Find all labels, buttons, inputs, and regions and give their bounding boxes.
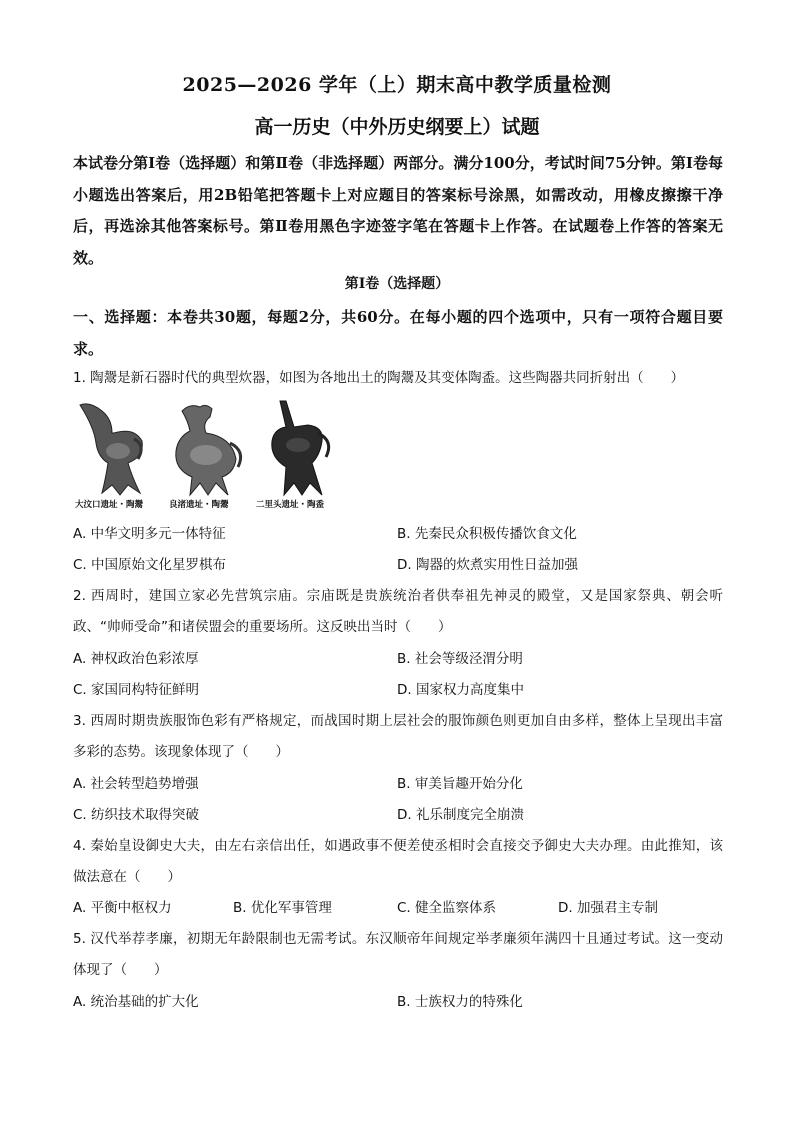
question-3-stem: 3. 西周时期贵族服饰色彩有严格规定，而战国时期上层社会的服饰颜色则更加自由多样，整体上呈现出丰富多彩的态势。该现象体现了（ ） [73, 713, 723, 760]
question-3-option-c[interactable]: C. 纺织技术取得突破 [73, 807, 200, 823]
question-4-stem: 4. 秦始皇设御史大夫，由左右亲信出任，如遇政事不便差使丞相时会直接交予御史大夫办理。由此推知，该做法意在（ ） [73, 838, 723, 885]
question-1-option-d[interactable]: D. 陶器的炊煮实用性日益加强 [397, 557, 578, 573]
erlitou-he-image [272, 401, 329, 495]
question-2-option-c[interactable]: C. 家国同构特征鲜明 [73, 682, 200, 698]
question-3-option-d[interactable]: D. 礼乐制度完全崩溃 [397, 807, 524, 823]
question-2-option-b[interactable]: B. 社会等级泾渭分明 [397, 651, 523, 667]
exam-subtitle: 高一历史（中外历史纲要上）试题 [254, 116, 540, 138]
question-1-stem: 1. 陶鬶是新石器时代的典型炊器，如图为各地出土的陶鬶及其变体陶盉。这些陶器共同折射出（ ） [73, 370, 685, 386]
exam-instructions: 本试卷分第Ⅰ卷（选择题）和第Ⅱ卷（非选择题）两部分。满分100分，考试时间75分钟。第Ⅰ卷每小题选出答案后，用2B铅笔把答题卡上对应题目的答案标号涂黑，如需改动，用橡皮擦擦干净后，再选涂其他答案标号。第Ⅱ卷用黑色字迹签字笔在答题卡上作答。在试题卷上作答的答案无效。 [73, 154, 723, 267]
question-5-option-b[interactable]: B. 士族权力的特殊化 [397, 994, 523, 1010]
question-2-stem: 2. 西周时，建国立家必先营筑宗庙。宗庙既是贵族统治者供奉祖先神灵的殿堂，又是国家祭典、朝会听政、“帅师受命”和诸侯盟会的重要场所。这反映出当时（ ） [73, 588, 723, 635]
question-4-option-d[interactable]: D. 加强君主专制 [558, 900, 658, 916]
question-1-option-b[interactable]: B. 先秦民众积极传播饮食文化 [397, 526, 577, 542]
part-heading: 一、选择题：本卷共30题，每题2分，共60分。在每小题的四个选项中，只有一项符合题目要求。 [73, 308, 723, 358]
figure-caption-1: 大汶口遗址・陶鬶 [75, 500, 144, 510]
question-2-option-a[interactable]: A. 神权政治色彩浓厚 [73, 651, 199, 667]
exam-title: 2025—2026 学年（上）期末高中教学质量检测 [182, 74, 612, 96]
pottery-images [72, 397, 344, 497]
question-2-option-d[interactable]: D. 国家权力高度集中 [397, 682, 524, 698]
question-3-option-b[interactable]: B. 审美旨趣开始分化 [397, 776, 523, 792]
dawenkou-gui-image [80, 404, 142, 495]
question-5-stem: 5. 汉代举荐孝廉，初期无年龄限制也无需考试。东汉顺帝年间规定举孝廉须年满四十且通过考试。这一变动体现了（ ） [73, 931, 723, 978]
question-1-option-a[interactable]: A. 中华文明多元一体特征 [73, 526, 226, 542]
question-5-option-a[interactable]: A. 统治基础的扩大化 [73, 994, 199, 1010]
section-title: 第Ⅰ卷（选择题） [344, 276, 450, 292]
liangzhu-gui-image [176, 405, 241, 495]
question-4-option-b[interactable]: B. 优化军事管理 [233, 900, 332, 916]
question-3-option-a[interactable]: A. 社会转型趋势增强 [73, 776, 199, 792]
question-1-option-c[interactable]: C. 中国原始文化星罗棋布 [73, 557, 227, 573]
question-4-option-a[interactable]: A. 平衡中枢权力 [73, 900, 172, 916]
figure-caption-2: 良渚遗址・陶鬶 [169, 500, 229, 510]
question-4-option-c[interactable]: C. 健全监察体系 [397, 900, 497, 916]
figure-caption-3: 二里头遗址・陶盉 [256, 500, 325, 510]
